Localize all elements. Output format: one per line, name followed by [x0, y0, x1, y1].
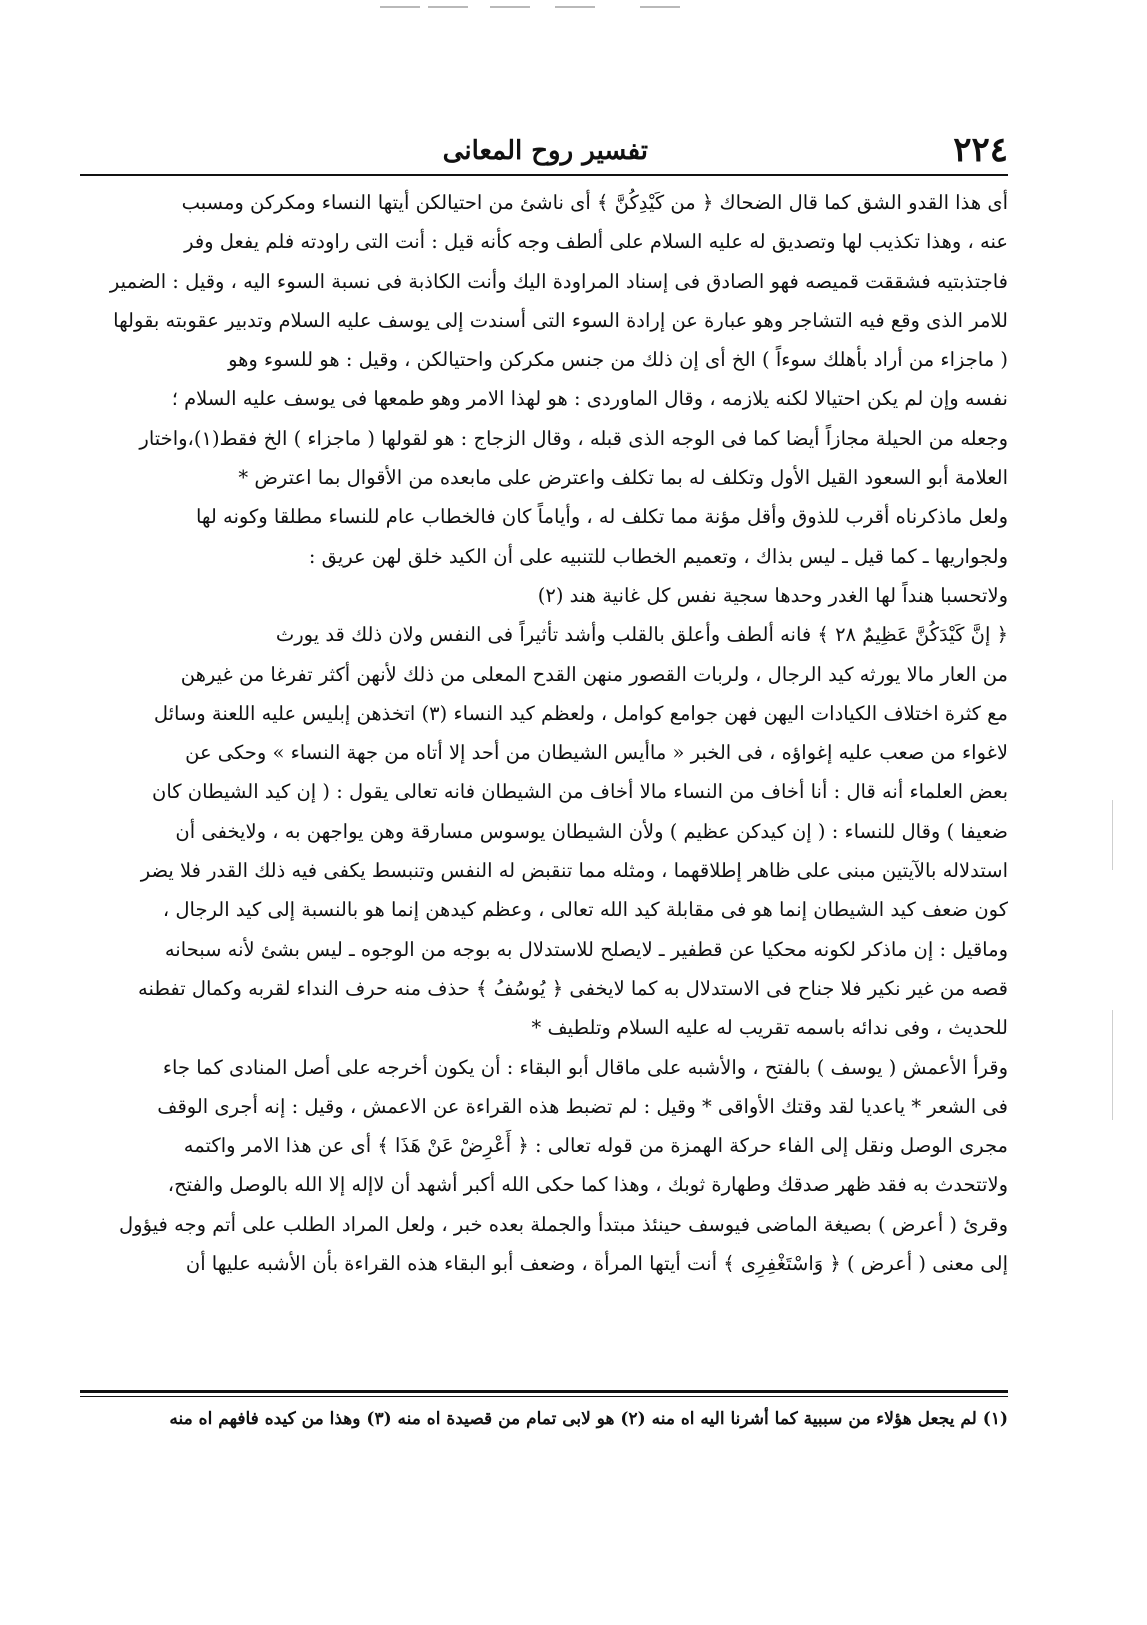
body-text: [80, 183, 1008, 1283]
text-line: قصه من غير نكير فلا جناح فى الاستدلال به كما لايخفى ﴿ يُوسُفُ ﴾ حذف منه حرف النداء لقربه وكمال تفطنه: [138, 976, 1008, 1000]
text-line: للحديث ، وفى ندائه باسمه تقريب له عليه السلام وتلطيف *: [531, 1016, 1008, 1040]
footnote-rule: [80, 1390, 1008, 1393]
text-line: بعض العلماء أنه قال : أنا أخاف من النساء مالا أخاف من الشيطان فانه تعالى يقول : ( إن كيد الشيطان كان: [152, 780, 1008, 804]
text-line: ضعيفا ) وقال للنساء : ( إن كيدكن عظيم ) ولأن الشيطان يوسوس مسارقة وهن يواجهن به ، ولايخفى أن: [175, 819, 1008, 843]
text-line: إلى معنى ( أعرض ) ﴿ وَاسْتَغْفِرِى ﴾ أنت أيتها المرأة ، وضعف أبو البقاء هذه القراءة بأن الأشبه عليها أن: [185, 1252, 1008, 1276]
text-line: عنه ، وهذا تكذيب لها وتصديق له عليه السلام على ألطف وجه كأنه قيل : أنت التى راودته فلم يفعل وفر: [184, 230, 1008, 254]
text-line: أى هذا القدو الشق كما قال الضحاك ﴿ من كَيْدِكُنَّ ﴾ أى ناشئ من احتيالكن أيتها النساء ومكركن ومسبب: [181, 191, 1008, 214]
text-line: وجعله من الحيلة مجازاً أيضا كما فى الوجه الذى قبله ، وقال الزجاج : هو لقولها ( ماجزاء ) الخ فقط(١)،واختار: [139, 426, 1008, 450]
footnote-rule: [80, 1396, 1008, 1397]
scan-margin-mark: [1112, 1010, 1113, 1120]
poetry-verse: ولاتحسبا هنداً لها الغدر وحدها سجية نفس كل غانية هند (٢): [537, 583, 1008, 607]
text-line: ولعل ماذكرناه أقرب للذوق وأقل مؤنة مما تكلف له ، وأياماً كان فالخطاب عام للنساء مطلقا وكونه لها: [195, 505, 1008, 529]
text-line: مع كثرة اختلاف الكيادات اليهن فهن جوامع كوامل ، ولعظم كيد النساء (٣) اتخذهن إبليس عليه اللعنة وسائل: [153, 701, 1008, 725]
text-line: ولجواريها ـ كما قيل ـ ليس بذاك ، وتعميم الخطاب للتنبيه على أن الكيد خلق لهن عريق :: [308, 544, 1008, 568]
text-line: وقرأ الأعمش ( يوسف ) بالفتح ، والأشبه على ماقال أبو البقاء : أن يكون أخرجه على أصل المنادى كما جاء: [162, 1055, 1008, 1079]
scan-rule: [428, 6, 468, 8]
scan-margin-mark: [1112, 800, 1113, 870]
text-line: من العار مالا يورثه كيد الرجال ، ولربات القصور منهن القدح المعلى من ذلك لأنهن أكثر تفرغا من غيرهن: [180, 662, 1008, 686]
text-line: ولاتتحدث به فقد ظهر صدقك وطهارة ثوبك ، وهذا كما حكى الله أكبر أشهد أن لاإله إلا الله بالوصل والفتح،: [167, 1173, 1008, 1197]
header-rule: [80, 174, 1008, 176]
text-line: ﴿ إنَّ كَيْدَكُنَّ عَظِيمٌ ٢٨ ﴾ فانه ألطف وأعلق بالقلب وأشد تأثيراً فى النفس ولان ذلك قد يورث: [275, 623, 1008, 647]
footnotes: (١) لم يجعل هؤلاء من سببية كما أشرنا اليه اه منه (٢) هو لابى تمام من قصيدة اه منه (٣) وهذا من كيده فافهم اه منه: [169, 1409, 1008, 1429]
text-line: مجرى الوصل ونقل إلى الفاء حركة الهمزة من قوله تعالى : ﴿ أَعْرِضْ عَنْ هَذَا ﴾ أى عن هذا الامر واكتمه: [183, 1134, 1008, 1158]
page-header: [80, 130, 1008, 176]
text-line: وماقيل : إن ماذكر لكونه محكيا عن قطفير ـ لايصلح للاستدلال به بوجه من الوجوه ـ ليس بشئ لأنه سبحانه: [164, 937, 1008, 961]
page-number: ٢٢٤: [953, 130, 1008, 170]
text-line: وقرئ ( أعرض ) بصيغة الماضى فيوسف حينئذ مبتدأ والجملة بعده خبر ، ولعل المراد الطلب على أتم وجه فيؤول: [119, 1212, 1008, 1236]
text-line: فى الشعر * ياعديا لقد وقتك الأواقى * وقيل : لم تضبط هذه القراءة عن الاعمش ، وقيل : إنه أجرى الوقف: [157, 1094, 1008, 1118]
text-line: فاجتذبتيه فشققت قميصه فهو الصادق فى إسناد المراودة اليك وأنت الكاذبة فى نسبة السوء اليه ، وقيل : الضمير: [109, 269, 1008, 293]
text-line: نفسه وإن لم يكن احتيالا لكنه يلازمه ، وقال الماوردى : هو لهذا الامر وهو طمعها فى يوسف عليه السلام ؛: [171, 387, 1008, 411]
text-line: للامر الذى وقع فيه التشاجر وهو عبارة عن إرادة السوء التى أسندت إلى يوسف عليه السلام وتدبير عقوبته بقولها: [113, 308, 1008, 332]
scan-rule: [490, 6, 530, 8]
text-line: استدلاله بالآيتين مبنى على ظاهر إطلاقهما ، ومثله مما تنقبض له النفس وتنبسط يكفى فيه ذلك القدر فلا يضر: [140, 859, 1008, 883]
scan-rule: [380, 6, 420, 8]
text-line: ( ماجزاء من أراد بأهلك سوءاً ) الخ أى إن ذلك من جنس مكركن واحتيالكن ، وقيل : هو للسوء وهو: [228, 348, 1008, 372]
text-line: لاغواء من صعب عليه إغواؤه ، فى الخبر « ماأيس الشيطان من أحد إلا أتاه من جهة النساء » وحكى عن: [185, 741, 1008, 765]
scan-rule: [640, 6, 680, 8]
running-title: تفسير روح المعانى: [442, 136, 648, 166]
text-line: كون ضعف كيد الشيطان إنما هو فى مقابلة كيد الله تعالى ، وعظم كيدهن إنما هو بالنسبة إلى كيد الرجال ،: [162, 898, 1008, 922]
scan-rule: [555, 6, 595, 8]
text-line: العلامة أبو السعود القيل الأول وتكلف له بما تكلف واعترض على مابعده من الأقوال بما اعترض *: [238, 466, 1008, 490]
